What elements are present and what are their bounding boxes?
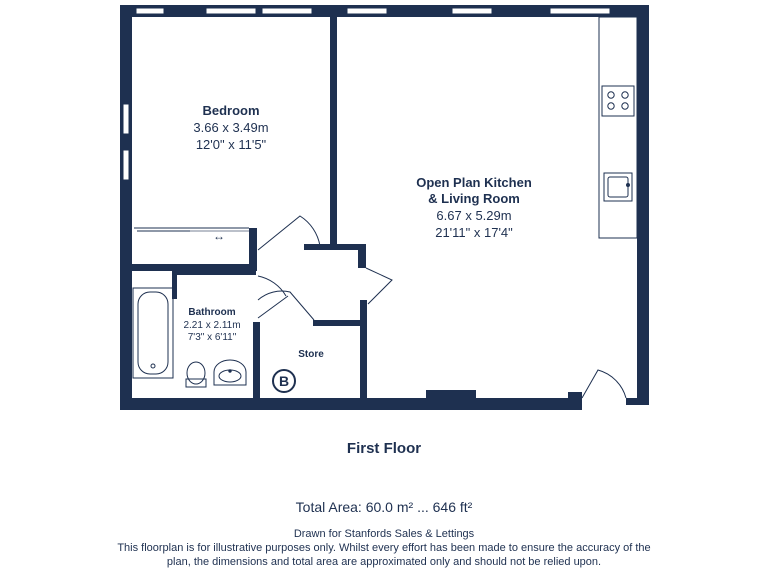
window [262,8,312,14]
wall-bedroom-kitchen-upper [330,17,337,246]
kitchen-sink-icon [604,173,632,201]
windows [123,8,610,180]
wall-nib-door [568,392,582,398]
room-dimensions-metric: 2.21 x 2.11m [183,320,241,331]
outer-wall-left [120,5,132,410]
room-name: Bathroom [188,307,236,318]
room-dimensions-imperial: 21'11" x 17'4" [435,225,513,240]
window [123,150,129,180]
room-label-bedroom [193,103,268,152]
wall-nib-bottom [426,390,476,398]
wall-bedroom-corner [249,228,257,271]
room-name-line2: & Living Room [428,191,520,206]
wall-hall-top [304,244,366,250]
wall-bath-top [172,269,256,275]
room-label-store [298,349,324,360]
drawn-for: Drawn for Stanfords Sales & Lettings [293,528,475,540]
outer-wall-bottom-left [120,398,582,410]
window [452,8,492,14]
window [550,8,610,14]
wall-bath-store [253,322,260,398]
walls [120,5,649,410]
room-name-line1: Open Plan Kitchen [416,175,532,190]
outer-wall-bottom-right [626,398,649,405]
room-name: Bedroom [202,103,260,118]
wardrobe [134,228,249,243]
wall-store-top [313,320,363,326]
door-kitchen [366,268,392,304]
boiler-icon [273,370,295,392]
floor-title: First Floor [346,440,422,457]
disclaimer: This floorplan is for illustrative purposes only. Whilst every effort has been made to ensure the accuracy of the plan, the dimensions and total area are approximated only and should not be relied upon. [117,542,651,568]
boiler-symbol: B [278,373,290,389]
kitchen-fixtures [599,17,637,238]
room-dimensions-imperial: 12'0" x 11'5" [195,137,267,152]
room-label-kitchen [416,175,532,240]
room-dimensions-imperial: 7'3" x 6'11" [187,332,237,343]
outer-wall-right [637,5,649,405]
wardrobe-sliding-arrow: ↔ [213,229,225,243]
kitchen-worktop [599,17,637,238]
window [136,8,164,14]
basin-icon [214,360,246,385]
door-entrance [582,370,626,398]
room-dimensions-metric: 6.67 x 5.29m [436,208,512,223]
window [123,104,129,134]
toilet-icon [186,362,206,387]
room-name: Store [298,349,324,360]
room-label-bathroom [183,307,240,343]
hob-icon [602,86,634,116]
bath-icon [133,288,173,378]
wall-kitchen-store [360,300,367,398]
room-dimensions-metric: 3.66 x 3.49m [193,120,269,135]
doors [258,216,626,398]
window [347,8,387,14]
window [206,8,256,14]
total-area: Total Area: 60.0 m² ... 646 ft² [295,499,473,515]
